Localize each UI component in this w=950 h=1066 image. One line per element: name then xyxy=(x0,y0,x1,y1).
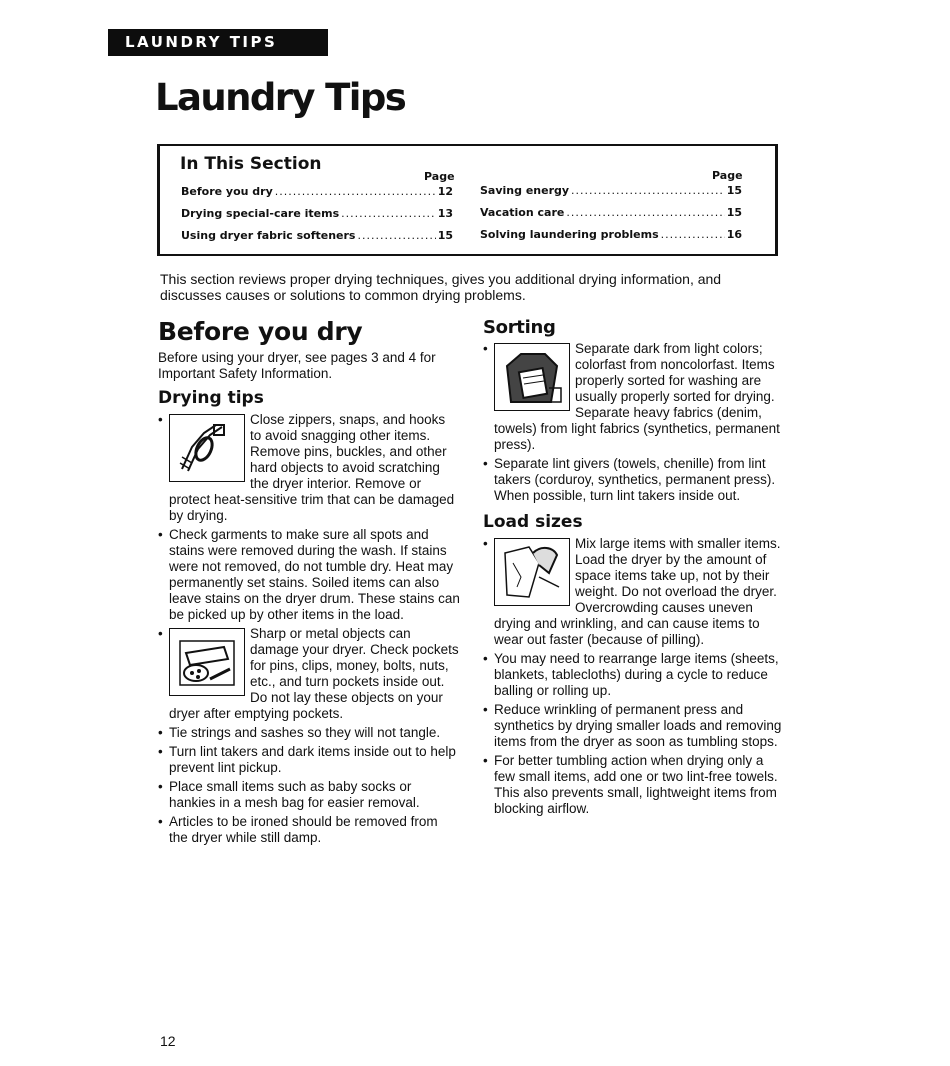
toc-entry-label: Vacation care xyxy=(480,206,565,219)
toc-heading: In This Section xyxy=(180,154,322,174)
toc-entry-page: 12 xyxy=(437,185,453,198)
list-item: • Close zippers, snaps, and hooks to avoid snagging other items. Remove pins, buckles, and other hard objects to avoid scratching the dryer interior. Remove or protect heat-sensitive trim that can be damaged by drying. xyxy=(158,412,460,524)
section-tab: LAUNDRY TIPS xyxy=(108,29,328,56)
toc-entry xyxy=(181,229,453,242)
section-intro: This section reviews proper drying techniques, gives you additional drying information, and discusses causes or solutions to common drying problems. xyxy=(160,271,722,303)
zipper-illustration-icon xyxy=(169,414,245,482)
folded-clothes-illustration-icon xyxy=(494,343,570,411)
toc-page-header-right: Page xyxy=(712,169,743,182)
toc-entry-page: 15 xyxy=(726,206,742,219)
toc-entry-page: 15 xyxy=(726,184,742,197)
toc-entry-label: Saving energy xyxy=(480,184,570,197)
toc-entry-label: Solving laundering problems xyxy=(480,228,659,241)
list-item: • Turn lint takers and dark items inside out to help prevent lint pickup. xyxy=(158,744,460,776)
list-item: • Check garments to make sure all spots and stains were removed during the wash. If stains were not removed, do not tumble dry. Heat may permanently set stains. Soiled items can also leave stains on the dryer drum. These stains can be picked up by other items in the load. xyxy=(158,527,460,623)
list-item: • Separate dark from light colors; colorfast from noncolorfast. Items properly sorted for washing are usually properly sorted for drying. Separate heavy fabrics (denim, towels) from light fabrics (synthetics, permanent press). xyxy=(483,341,783,453)
left-column xyxy=(158,317,460,849)
toc-entry-page: 13 xyxy=(437,207,453,220)
list-item: • Mix large items with smaller items. Load the dryer by the amount of space items take up, not by their weight. Do not overload the dryer. Overcrowding causes uneven drying and wrinkling, and can cause items to wear out faster (because of pilling). xyxy=(483,536,783,648)
list-item: • For better tumbling action when drying only a few small items, add one or two lint-free towels. This also prevents small, lightweight items from blocking airflow. xyxy=(483,753,783,817)
toc-entry xyxy=(181,185,453,198)
list-item: • Reduce wrinkling of permanent press and synthetics by drying smaller loads and removing items from the dryer as soon as tumbling stops. xyxy=(483,702,783,750)
load-sizes-heading: Load sizes xyxy=(483,512,583,532)
toc-entry xyxy=(480,206,742,219)
toc-entry xyxy=(480,228,742,241)
before-you-dry-intro: Before using your dryer, see pages 3 and 4 for Important Safety Information. xyxy=(158,350,436,381)
toc-entry-label: Before you dry xyxy=(181,185,273,198)
before-you-dry-heading: Before you dry xyxy=(158,317,363,346)
list-item: • Tie strings and sashes so they will not tangle. xyxy=(158,725,460,741)
toc-entry xyxy=(480,184,742,197)
toc-entry-page: 15 xyxy=(437,229,453,242)
page-number: 12 xyxy=(160,1033,176,1049)
toc-left-list xyxy=(181,185,453,242)
toc-entry xyxy=(181,207,453,220)
toc-entry-label: Drying special-care items xyxy=(181,207,340,220)
toc-entry-page: 16 xyxy=(726,228,742,241)
right-column xyxy=(483,317,783,820)
mixed-load-illustration-icon xyxy=(494,538,570,606)
list-item: • Place small items such as baby socks or hankies in a mesh bag for easier removal. xyxy=(158,779,460,811)
list-item: • Separate lint givers (towels, chenille) from lint takers (corduroy, synthetics, permanent press). When possible, turn lint takers inside out. xyxy=(483,456,783,504)
drying-tips-list xyxy=(158,412,460,846)
toc-page-header-left: Page xyxy=(424,170,455,183)
list-item: • Sharp or metal objects can damage your dryer. Check pockets for pins, clips, money, bolts, nuts, etc., and turn pockets inside out. Do not lay these objects on your dryer after emptying pockets. xyxy=(158,626,460,722)
list-item: • You may need to rearrange large items (sheets, blankets, tablecloths) during a cycle to reduce balling or rolling up. xyxy=(483,651,783,699)
toc-right-list xyxy=(480,184,742,241)
pocket-objects-illustration-icon xyxy=(169,628,245,696)
drying-tips-heading: Drying tips xyxy=(158,388,264,408)
load-sizes-list xyxy=(483,536,783,817)
list-item: • Articles to be ironed should be removed from the dryer while still damp. xyxy=(158,814,460,846)
page-title: Laundry Tips xyxy=(155,76,406,119)
sorting-list xyxy=(483,341,783,504)
toc-entry-label: Using dryer fabric softeners xyxy=(181,229,356,242)
sorting-heading: Sorting xyxy=(483,317,556,338)
